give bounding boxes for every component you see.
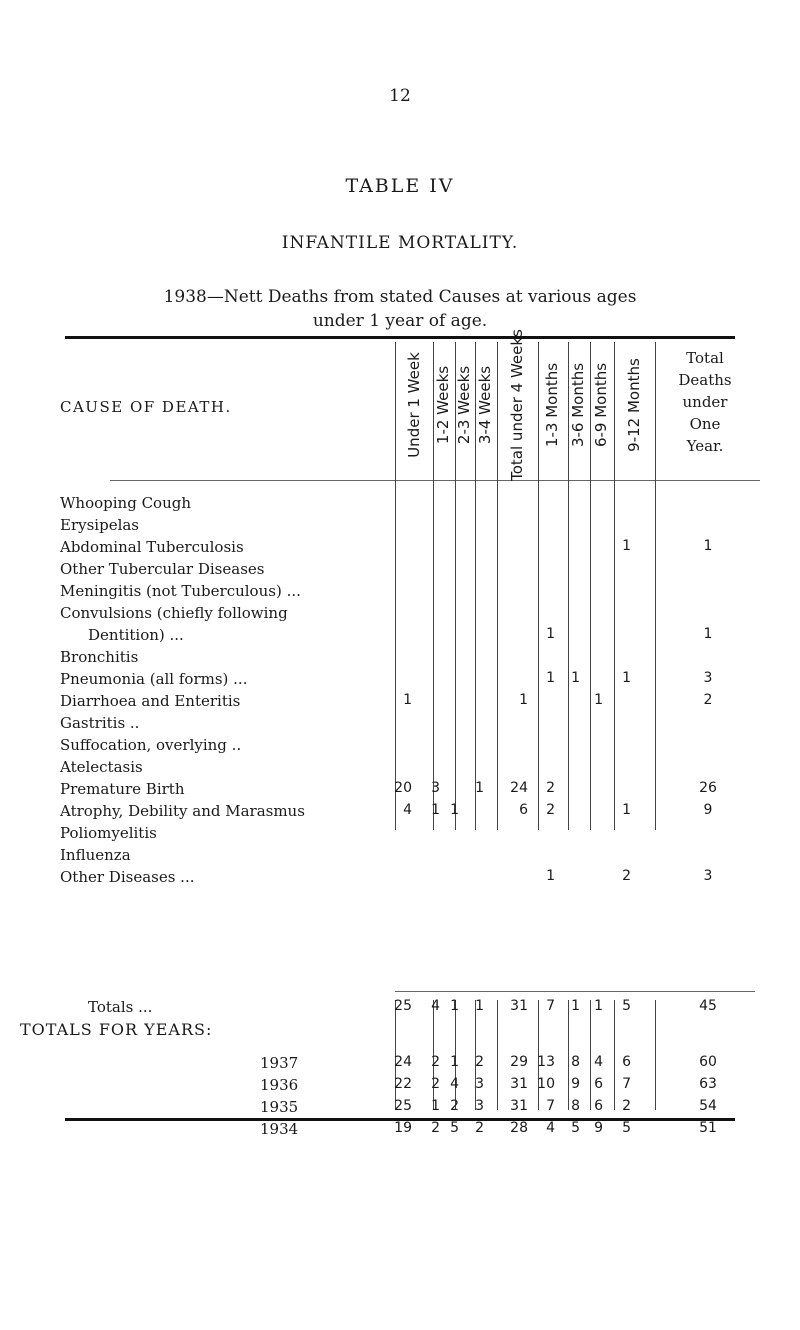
column-header	[455, 340, 474, 470]
table-cell: 1	[431, 1098, 440, 1114]
table-cell: 29	[510, 1054, 528, 1070]
cause-row	[0, 846, 800, 868]
cause-row	[0, 802, 800, 824]
table-cell: 4	[450, 1076, 459, 1092]
table-cell: 9	[571, 1076, 580, 1092]
table-cell: 1	[571, 670, 580, 686]
cause-row	[0, 648, 800, 670]
column-header-label: 2-3 Weeks	[455, 365, 474, 445]
table-cell: 1	[519, 692, 528, 708]
column-header	[538, 340, 567, 470]
table-cell: 1	[475, 780, 484, 796]
table-cell: 26	[699, 780, 717, 796]
table-cell: 4	[431, 998, 440, 1014]
table-cell: 7	[546, 998, 555, 1014]
table-cell: 4	[594, 1054, 603, 1070]
table-cell: 2	[475, 1120, 484, 1136]
column-header-label: Total under 4 Weeks	[508, 329, 527, 481]
table-cell: 13	[537, 1054, 555, 1070]
table-cell: 51	[699, 1120, 717, 1136]
cause-row-label: Other Tubercular Diseases	[60, 560, 265, 578]
table-cell: 9	[594, 1120, 603, 1136]
table-cell: 7	[622, 1076, 631, 1092]
table-cell: 54	[699, 1098, 717, 1114]
table-cell: 8	[571, 1054, 580, 1070]
header-bottom-rule	[110, 480, 760, 481]
table-cell: 6	[594, 1098, 603, 1114]
cause-row-label: Suffocation, overlying ..	[60, 736, 242, 754]
column-header	[568, 340, 589, 470]
table-cell: 2	[703, 692, 713, 708]
table-cell: 60	[699, 1054, 717, 1070]
column-header-label: 3-4 Weeks	[476, 365, 495, 445]
total-header-line: One	[689, 415, 721, 433]
table-cell: 1	[622, 670, 631, 686]
cause-row-label: Convulsions (chiefly following	[60, 604, 288, 622]
table-cell: 8	[571, 1098, 580, 1114]
year-row-label: 1936	[260, 1076, 299, 1094]
cause-row	[0, 692, 800, 714]
table-cell: 24	[510, 780, 528, 796]
totals-row	[0, 998, 800, 1020]
cause-row	[0, 824, 800, 846]
year-row-label: 1937	[260, 1054, 299, 1072]
table-cell: 2	[546, 802, 555, 818]
table-cell: 6	[594, 1076, 603, 1092]
cause-row	[0, 494, 800, 516]
table-cell: 20	[394, 780, 412, 796]
table-cell: 1	[475, 998, 484, 1014]
cause-row	[0, 582, 800, 604]
table-cell: 2	[431, 1054, 440, 1070]
column-header-label: 3-6 Months	[569, 362, 588, 448]
table-title: TABLE IV	[345, 175, 455, 197]
table-cell: 3	[703, 868, 713, 884]
column-header	[475, 340, 496, 470]
cause-row-label: Other Diseases ...	[60, 868, 195, 886]
table-cell: 2	[622, 868, 631, 884]
cause-row-label: Whooping Cough	[60, 494, 192, 512]
cause-row-label: Abdominal Tuberculosis	[60, 538, 244, 556]
totals-row-label: Totals ...	[88, 998, 153, 1016]
cause-row	[0, 736, 800, 758]
column-header	[395, 340, 432, 470]
table-cell: 31	[510, 998, 528, 1014]
totals-rule	[395, 991, 755, 992]
cause-row	[0, 516, 800, 538]
table-cell: 25	[394, 998, 412, 1014]
year-row	[0, 1054, 800, 1076]
table-cell: 5	[622, 1120, 631, 1136]
table-cell: 6	[622, 1054, 631, 1070]
cause-row-label: Diarrhoea and Enteritis	[60, 692, 241, 710]
column-header	[497, 329, 537, 481]
year-row	[0, 1120, 800, 1142]
table-cell: 1	[450, 802, 459, 818]
table-cell: 31	[510, 1076, 528, 1092]
cause-row	[0, 626, 800, 648]
total-header-line: under	[682, 393, 728, 411]
table-cell: 1	[403, 692, 412, 708]
cause-row-label: Meningitis (not Tuberculous) ...	[60, 582, 301, 600]
table-cell: 4	[546, 1120, 555, 1136]
table-cell: 2	[475, 1054, 484, 1070]
cause-row-label: Poliomyelitis	[60, 824, 157, 842]
cause-row-label: Premature Birth	[60, 780, 185, 798]
cause-row-label: Atelectasis	[60, 758, 143, 776]
table-caption-line2: under 1 year of age.	[312, 311, 488, 331]
cause-row	[0, 780, 800, 802]
table-cell: 2	[431, 1120, 440, 1136]
year-row	[0, 1076, 800, 1098]
table-cell: 1	[703, 538, 713, 554]
year-row-label: 1934	[260, 1120, 299, 1138]
table-caption-line1: 1938—Nett Deaths from stated Causes at various ages	[163, 287, 637, 307]
table-cell: 4	[403, 802, 412, 818]
table-cell: 1	[703, 626, 713, 642]
cause-row-label: Pneumonia (all forms) ...	[60, 670, 248, 688]
table-cell: 1	[622, 802, 631, 818]
column-header	[614, 340, 654, 470]
table-cell: 9	[703, 802, 713, 818]
cause-row	[0, 538, 800, 560]
total-deaths-header	[655, 347, 755, 457]
column-header-label: 9-12 Months	[625, 358, 644, 452]
table-cell: 31	[510, 1098, 528, 1114]
table-cell: 5	[622, 998, 631, 1014]
cause-row-label: Gastritis ..	[60, 714, 140, 732]
table-cell: 1	[546, 868, 555, 884]
cause-row	[0, 868, 800, 890]
column-header-label: 6-9 Months	[592, 362, 611, 448]
table-cell: 3	[703, 670, 713, 686]
table-cell: 1	[546, 626, 555, 642]
table-cell: 3	[475, 1076, 484, 1092]
year-row	[0, 1098, 800, 1120]
table-cell: 28	[510, 1120, 528, 1136]
total-header-line: Deaths	[678, 371, 732, 389]
table-cell: 63	[699, 1076, 717, 1092]
cause-row	[0, 604, 800, 626]
table-cell: 1	[431, 802, 440, 818]
total-header-line: Year.	[686, 437, 724, 455]
table-cell: 1	[622, 538, 631, 554]
cause-row-label: Bronchitis	[60, 648, 139, 666]
table-cell: 19	[394, 1120, 412, 1136]
years-totals-header: TOTALS FOR YEARS:	[20, 1020, 213, 1039]
page-number: 12	[389, 86, 411, 106]
table-cell: 1	[594, 998, 603, 1014]
table-cell: 2	[431, 1076, 440, 1092]
table-cell: 3	[475, 1098, 484, 1114]
table-cell: 45	[699, 998, 717, 1014]
cause-row-label: Atrophy, Debility and Marasmus	[60, 802, 305, 820]
table-subtitle: INFANTILE MORTALITY.	[281, 233, 519, 253]
table-cell: 2	[450, 1098, 459, 1114]
table-top-rule	[65, 336, 735, 339]
cause-row	[0, 670, 800, 692]
column-header	[433, 340, 454, 470]
table-cell: 25	[394, 1098, 412, 1114]
cause-row	[0, 714, 800, 736]
column-header	[590, 340, 613, 470]
table-cell: 2	[546, 780, 555, 796]
cause-row	[0, 758, 800, 780]
table-cell: 1	[450, 998, 459, 1014]
table-cell: 22	[394, 1076, 412, 1092]
column-header-label: 1-3 Months	[543, 362, 562, 448]
table-cell: 10	[537, 1076, 555, 1092]
total-header-line: Total	[686, 349, 724, 367]
table-cell: 6	[519, 802, 528, 818]
cause-row-label: Influenza	[60, 846, 131, 864]
cause-row	[0, 560, 800, 582]
table-cell: 24	[394, 1054, 412, 1070]
cause-row-label: Erysipelas	[60, 516, 140, 534]
cause-of-death-header: CAUSE OF DEATH.	[60, 398, 232, 416]
table-cell: 2	[622, 1098, 631, 1114]
table-cell: 7	[546, 1098, 555, 1114]
table-cell: 1	[450, 1054, 459, 1070]
table-cell: 5	[571, 1120, 580, 1136]
table-cell: 5	[450, 1120, 459, 1136]
column-header-label: 1-2 Weeks	[434, 365, 453, 445]
table-cell: 1	[594, 692, 603, 708]
cause-row-label: Dentition) ...	[88, 626, 184, 644]
column-header-label: Under 1 Week	[404, 352, 423, 458]
table-cell: 3	[431, 780, 440, 796]
table-cell: 1	[546, 670, 555, 686]
table-cell: 1	[571, 998, 580, 1014]
year-row-label: 1935	[260, 1098, 299, 1116]
